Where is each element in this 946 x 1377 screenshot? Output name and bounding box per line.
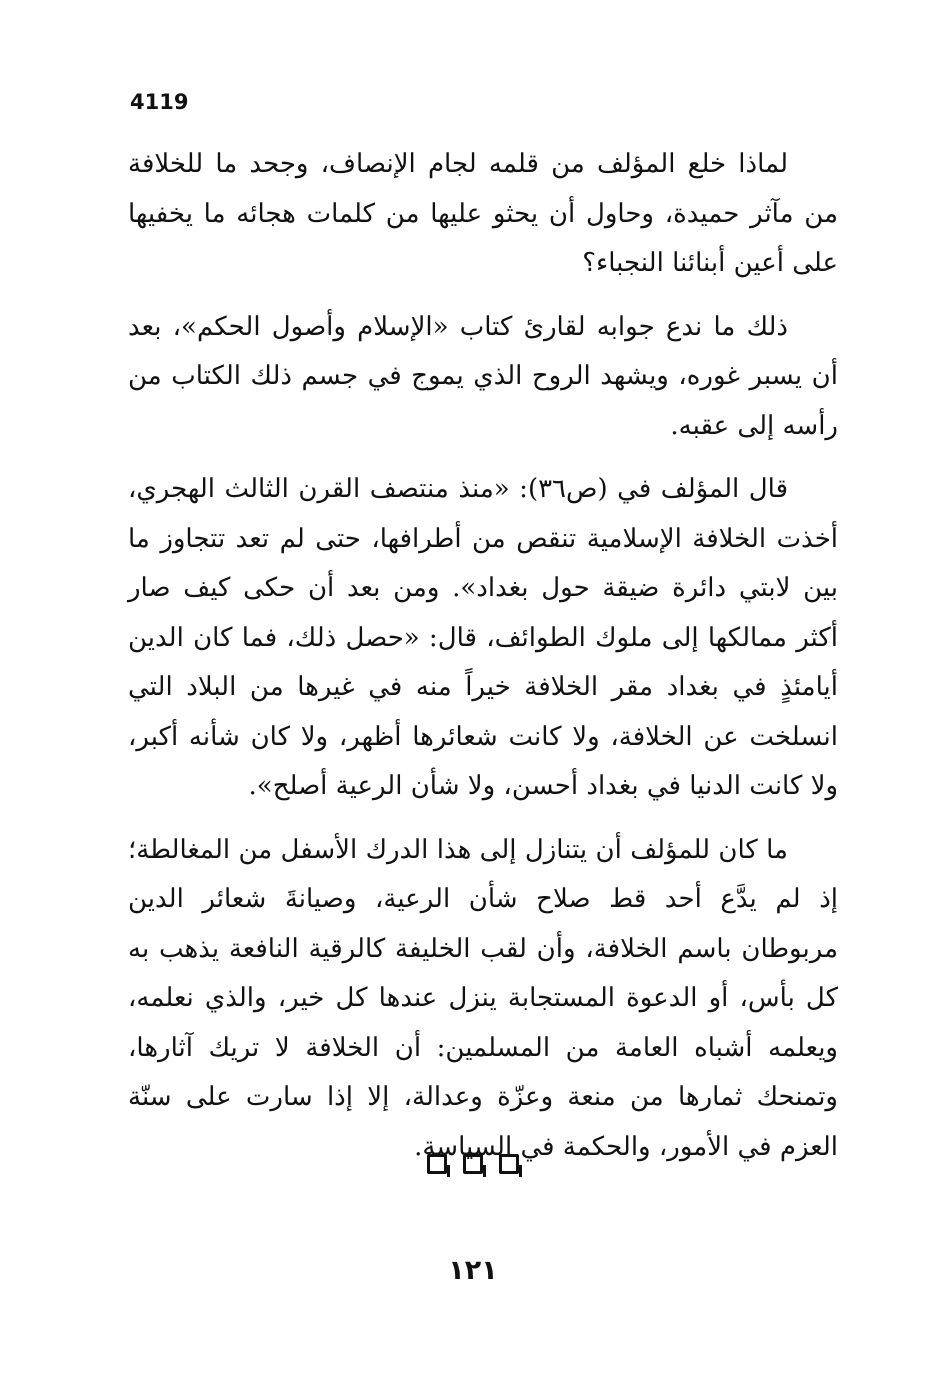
paragraph-3: قال المؤلف في (ص٣٦): «منذ منتصف القرن الثالث الهجري، أخذت الخلافة الإسلامية تنقص من أطرافها، حتى لم تعد تتجاوز ما بين لابتي دائرة ضيقة حول بغداد». ومن بعد أن حكى كيف صار أكثر ممالكها إلى ملوك الطوائف، قال: «حصل ذلك، فما كان الدين أيامئذٍ في بغداد مقر الخلافة خيراً منه في غيرها من البلاد التي انسلخت عن الخلافة، ولا كانت شعائرها أظهر، ولا كان شأنه أكبر، ولا كانت الدنيا في بغداد أحسن، ولا شأن الرعية أصلح».: [128, 474, 838, 801]
paragraph-2: ذلك ما ندع جوابه لقارئ كتاب «الإسلام وأصول الحكم»، بعد أن يسبر غوره، ويشهد الروح الذي يموج في جسم ذلك الكتاب من رأسه إلى عقبه.: [128, 311, 838, 441]
section-divider-ornament: [0, 1154, 946, 1174]
paragraph-1: لماذا خلع المؤلف من قلمه لجام الإنصاف، وجحد ما للخلافة من مآثر حميدة، وحاول أن يحثو عليها من كلمات هجائه ما يخفيها على أعين أبنائنا النجباء؟: [128, 149, 838, 278]
paragraph-4: ما كان للمؤلف أن يتنازل إلى هذا الدرك الأسفل من المغالطة؛ إذ لم يدَّع أحد قط صلاح شأن الرعية، وصيانةَ شعائر الدين مربوطان باسم الخلافة، وأن لقب الخليفة كالرقية النافعة يذهب به كل بأس، أو الدعوة المستجابة ينزل عندها كل خير، والذي نعلمه، ويعلمه أشباه العامة من المسلمين: أن الخلافة لا تريك آثارها، وتمنحك ثمارها من منعة وعزّة وعدالة، إلا إذا سارت على سنّة العزم في الأمور، والحكمة في السياسة.: [128, 834, 838, 1162]
page-id: 4119: [130, 90, 189, 114]
square-ornament-icon: [427, 1154, 447, 1174]
page-number: ١٢١: [448, 1255, 498, 1286]
square-ornament-icon: [463, 1154, 483, 1174]
square-ornament-icon: [499, 1154, 519, 1174]
body-text: [128, 140, 838, 1172]
